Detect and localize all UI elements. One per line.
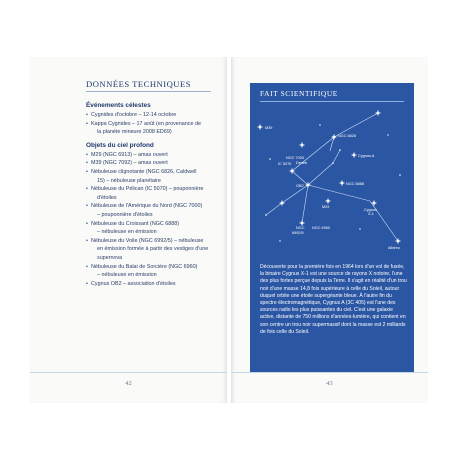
list-item: • Cygnus OB2 – association d'étoiles [86, 280, 216, 289]
star-m29 [325, 198, 331, 204]
footer-rule [30, 372, 227, 373]
technical-data [86, 98, 216, 288]
label-m29: M29 [322, 205, 330, 209]
list-item: – nébuleuse en émission [97, 229, 157, 236]
right-page [231, 57, 428, 403]
constellation-lines [266, 113, 398, 241]
left-page [30, 57, 227, 403]
list-item: • Nébuleuse du Pélican (IC 5070) – pouponnière [86, 185, 216, 194]
label-cygnusx1-b: X-1 [368, 212, 374, 216]
list-item: • M29 (NGC 6913) – amas ouvert [86, 151, 216, 160]
star-cygnus-x1 [371, 200, 377, 206]
list-item: – nébuleuse en émission [97, 272, 157, 279]
page-number: 43 [326, 380, 333, 387]
label-ngc6960: NGC 6960 [312, 226, 330, 230]
label-cygnusa: Cygnus A [358, 154, 375, 158]
list-item: la planète mineure 2008 ED69) [97, 129, 172, 136]
group-title-events: Événements célestes [86, 102, 151, 109]
star-ngc6826 [331, 134, 337, 140]
list-item: • Nébuleuse de l'Amérique du Nord (NGC 7000) [86, 202, 216, 211]
star-cygnus-a [351, 152, 357, 158]
deep-sky-list [86, 151, 216, 289]
label-ic5070: IC 5070 [278, 162, 292, 166]
label-ngc7000: NGC 7000 [286, 156, 304, 160]
label-ngc6826: NGC 6826 [338, 134, 356, 138]
list-item: en émission formée à partir des vestiges d'une [97, 246, 209, 253]
footer-rule [231, 372, 428, 373]
group-title-deep-sky: Objets du ciel profond [86, 141, 154, 149]
list-item: • Cygnides d'octobre – 12-14 octobre [86, 111, 216, 120]
label-ngc6992-b: 6992/5 [292, 231, 304, 235]
list-item: 15) – nébuleuse planétaire [97, 177, 161, 184]
fact-paragraph: Découverte pour la première fois en 1964 lors d'un vol de fusée, la binaire Cygnus X-1 est une source de rayons X notoire, l'une des plus fortes perçue depuis la Terre. Il s'agit en réalité d'un trou noir d'une masse 14,8 fois supérieure à celle du Soleil, autour duquel orbite une étoile supergéante bleue. À l'autre fin du spectre électromagnétique, Cygnus A (3C 405) est l'une des sources radio les plus puissantes du ciel. C'est une galaxie active, distante de 750 millions d'années-lumière, qui contient en son centre un trou noir supermassif dont la masse est 2 milliards de fois celle du Soleil. [260, 264, 407, 335]
list-item: • M39 (NGC 7092) – amas ouvert [86, 159, 216, 168]
label-deneb: Deneb [296, 161, 308, 165]
star-albireo [395, 238, 401, 244]
label-albireo: Albireo [388, 246, 400, 250]
cygnus-star-map [250, 105, 414, 255]
label-cygnusx1-a: Cygnus [364, 208, 377, 212]
map-labels [265, 126, 400, 250]
star-m39 [257, 124, 263, 130]
book-spread [30, 57, 428, 403]
label-ob2: OB2 [296, 184, 304, 188]
label-m39: M39 [265, 126, 273, 130]
list-item: – pouponnière d'étoiles [97, 211, 153, 218]
list-item: • Nébuleuse du Balai de Sorcière (NGC 6960) [86, 263, 216, 272]
list-item: • Nébuleuse du Voile (NGC 6992/5) – nébuleuse [86, 237, 216, 246]
star-ngc6960 [279, 200, 285, 206]
star-ngc6888 [339, 180, 345, 186]
list-item: supernova [97, 254, 123, 261]
section-rule [86, 91, 211, 92]
fact-title: FAIT SCIENTIFIQUE [260, 89, 338, 98]
label-ngc6888: NGC 6888 [346, 182, 364, 186]
science-fact-box [250, 83, 414, 373]
list-item: • Nébuleuse clignotante (NGC 6826, Caldwell [86, 168, 216, 177]
star-markers [257, 110, 401, 244]
section-title: DONNÉES TECHNIQUES [86, 79, 192, 89]
star-ngc7000 [299, 142, 305, 148]
label-ngc6992-a: NGC [296, 226, 305, 230]
list-item: d'étoiles [97, 194, 117, 201]
star-ngc6826-top [375, 110, 381, 116]
page-number: 42 [125, 380, 132, 387]
list-item: • Kappa Cygnides – 17 août (en provenance de [86, 120, 216, 129]
list-item: • Nébuleuse du Croissant (NGC 6888) [86, 220, 216, 229]
events-list [86, 111, 216, 137]
fact-rule [260, 101, 404, 102]
